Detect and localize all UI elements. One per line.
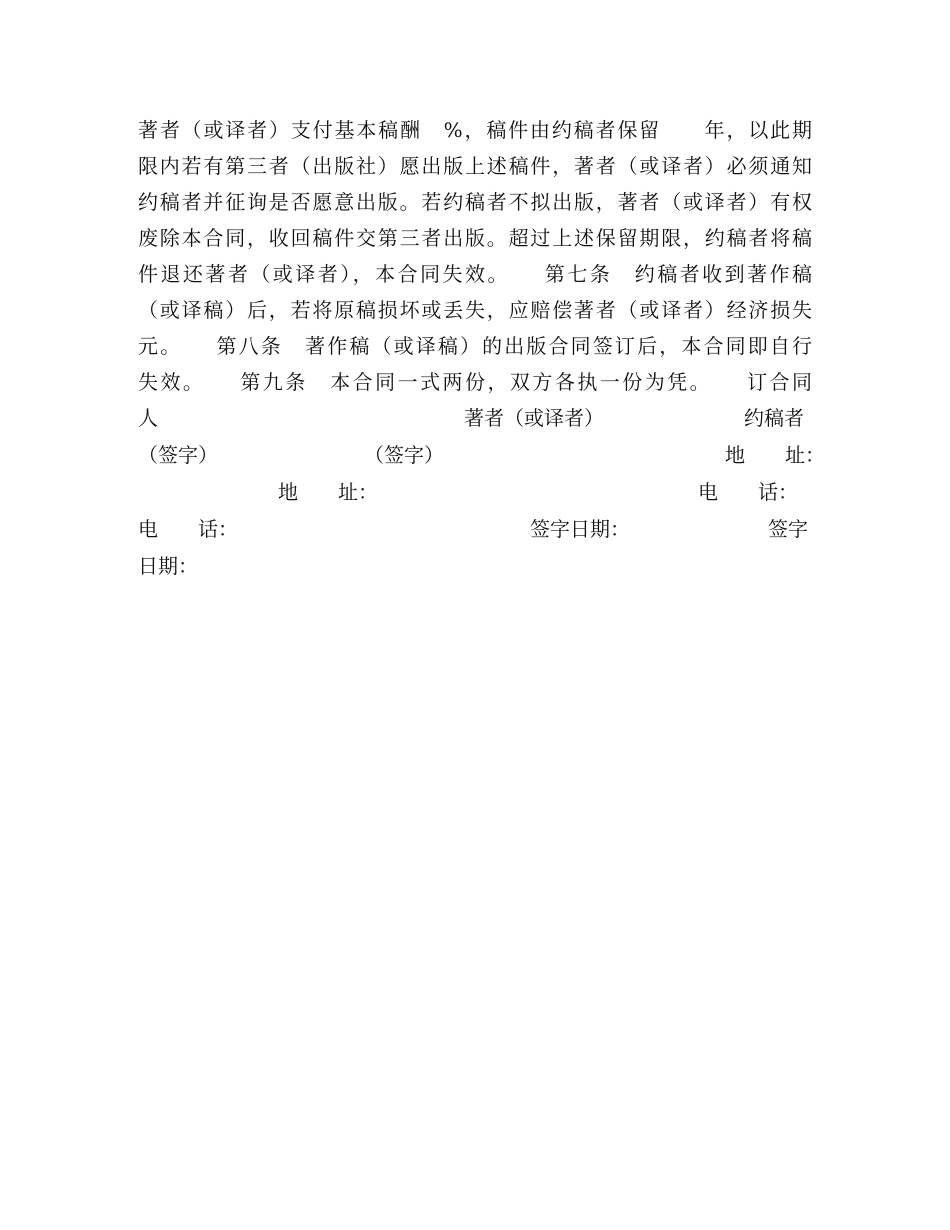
solicitor-signature-label: （签字）	[364, 443, 444, 467]
author-party-label: 著者（或译者）	[464, 406, 604, 430]
author-address-label: 地 址：	[725, 443, 825, 467]
paragraph-line-7: 元。 第八条 著作稿（或译稿）的出版合同签订后，本合同即自行	[138, 334, 812, 358]
signature-row-4	[138, 511, 812, 547]
author-sign-date-label: 签字日期：	[530, 517, 630, 541]
paragraph-line-1: 著者（或译者）支付基本稿酬 %，稿件由约稿者保留 年，以此期	[138, 118, 812, 142]
paragraph-line-2: 限内若有第三者（出版社）愿出版上述稿件，著者（或译者）必须通知	[138, 154, 812, 178]
solicitor-address-label: 地 址：	[278, 480, 378, 504]
author-signature-label: （签字）	[138, 443, 218, 467]
author-phone-label: 电 话：	[698, 480, 798, 504]
paragraph-line-8: 失效。 第九条 本合同一式两份，双方各执一份为凭。 订合同	[138, 370, 812, 394]
solicitor-sign-date-label-part2: 日期：	[138, 554, 198, 578]
signature-row-5	[138, 548, 812, 584]
paragraph-line-3: 约稿者并征询是否愿意出版。若约稿者不拟出版，著者（或译者）有权	[138, 190, 812, 214]
paragraph-line-4: 废除本合同，收回稿件交第三者出版。超过上述保留期限，约稿者将稿	[138, 226, 812, 250]
signature-row-1	[138, 400, 812, 436]
paragraph-line-5: 件退还著者（或译者），本合同失效。 第七条 约稿者收到著作稿	[138, 262, 812, 286]
solicitor-party-label: 约稿者	[744, 406, 804, 430]
signature-row-2	[138, 437, 825, 473]
paragraph-line-6: （或译稿）后，若将原稿损坏或丢失，应赔偿著者（或译者）经济损失	[138, 298, 812, 322]
contract-party-suffix: 人	[138, 406, 158, 430]
solicitor-sign-date-label-part1: 签字	[768, 517, 808, 541]
signature-row-3	[138, 474, 812, 510]
solicitor-phone-label: 电 话：	[138, 517, 238, 541]
